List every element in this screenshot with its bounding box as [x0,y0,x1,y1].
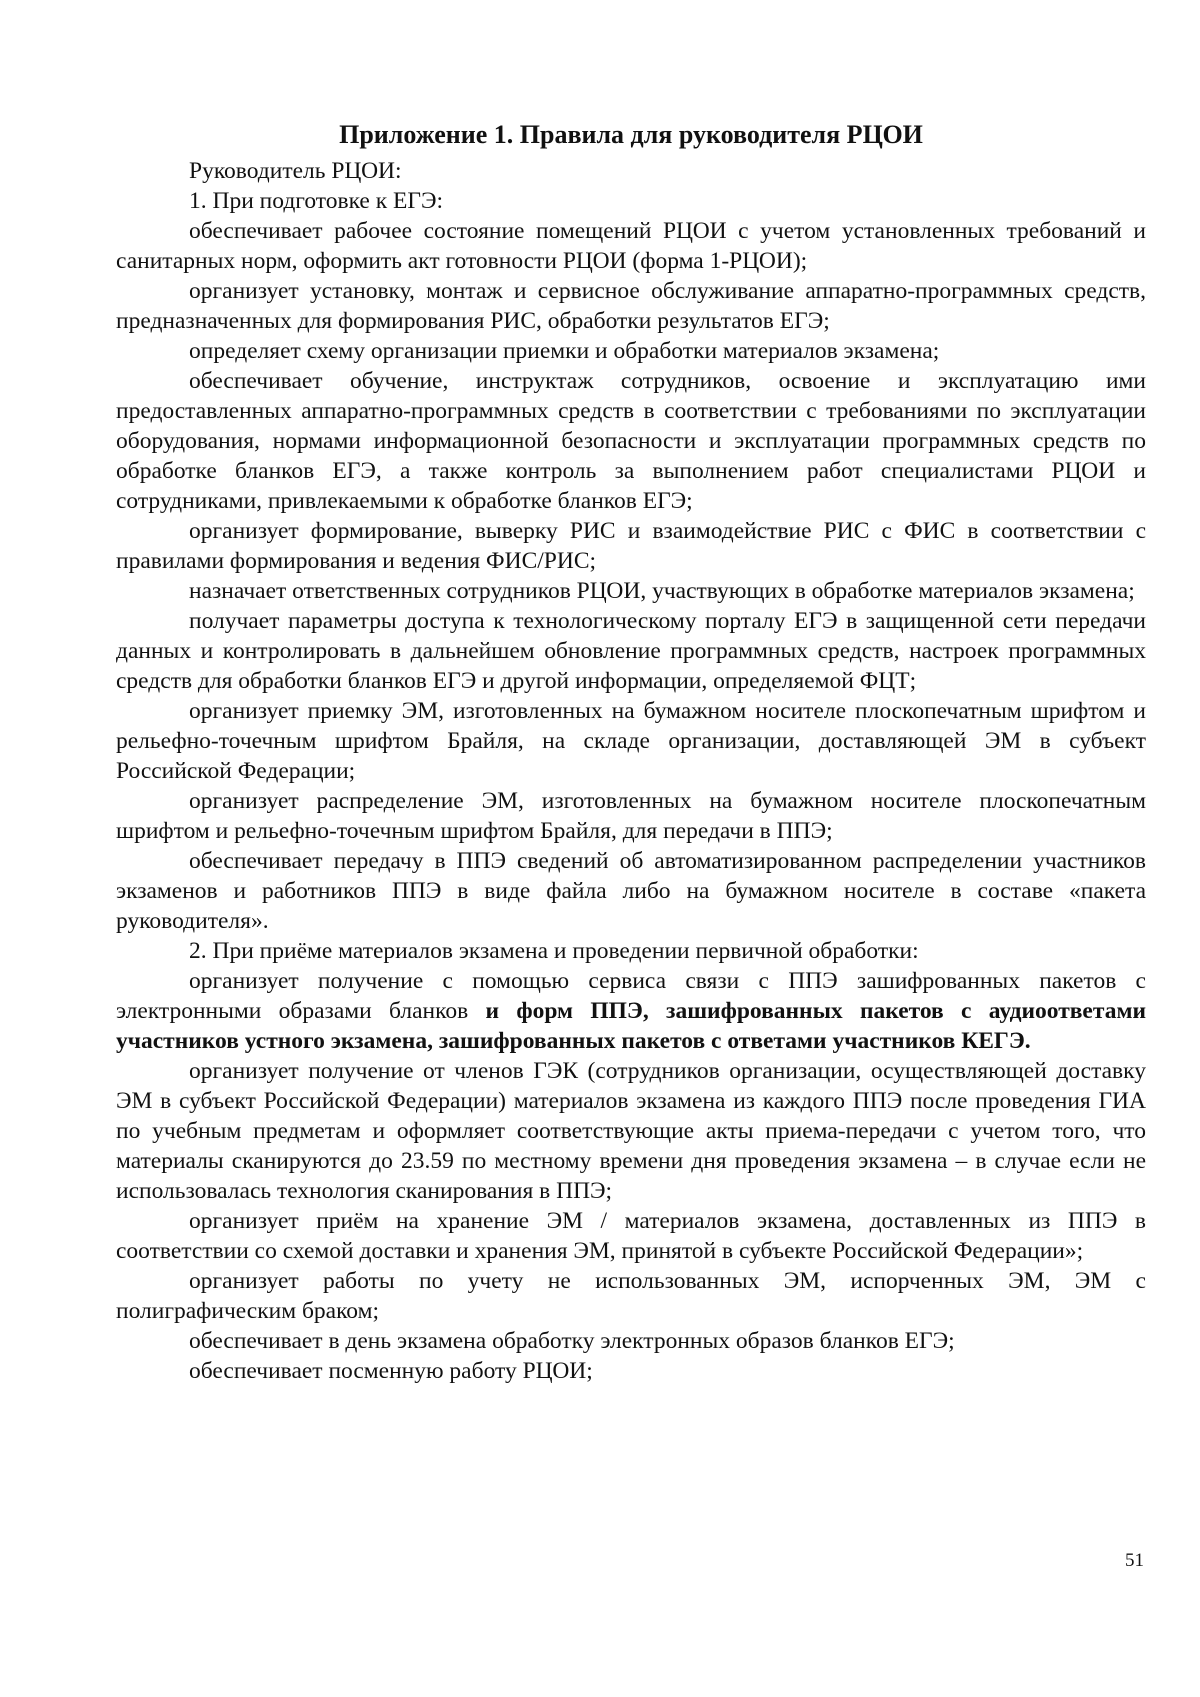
paragraph-mixed [116,966,1146,1056]
paragraph: организует работы по учету не использованных ЭМ, испорченных ЭМ, ЭМ с полиграфическим браком; [116,1268,1146,1324]
document-body [116,118,1146,1386]
paragraph: обеспечивает передачу в ППЭ сведений об автоматизированном распределении участников экзаменов и работников ППЭ в виде файла либо на бумажном носителе в составе «пакета руководителя». [116,848,1146,934]
paragraph: организует получение от членов ГЭК (сотрудников организации, осуществляющей доставку ЭМ в субъект Российской Федерации) материалов экзамена из каждого ППЭ после проведения ГИА по учебным предметам и оформляет соответствующие акты приема-передачи с учетом того, что материалы сканируются до 23.59 по местному времени дня проведения экзамена – в случае если не использовалась технология сканирования в ППЭ; [116,1058,1146,1204]
page-title: Приложение 1. Правила для руководителя РЦОИ [339,120,923,149]
paragraph: обеспечивает обучение, инструктаж сотрудников, освоение и эксплуатацию ими предоставленных аппаратно-программных средств в соответствии с требованиями по эксплуатации оборудования, нормами информационной безопасности и эксплуатации программных средств по обработке бланков ЕГЭ, а также контроль за выполнением работ специалистами РЦОИ и сотрудниками, привлекаемыми к обработке бланков ЕГЭ; [116,368,1146,514]
paragraph-bold-part: и форм ППЭ, зашифрованных пакетов с аудиоответами участников устного экзамена, зашифрованных пакетов с ответами участников КЕГЭ. [116,998,1146,1054]
paragraph: обеспечивает рабочее состояние помещений РЦОИ с учетом установленных требований и санитарных норм, оформить акт готовности РЦОИ (форма 1-РЦОИ); [116,218,1146,274]
paragraph: организует формирование, выверку РИС и взаимодействие РИС с ФИС в соответствии с правилами формирования и ведения ФИС/РИС; [116,518,1146,574]
page-number: 51 [1125,1550,1144,1571]
paragraph: организует установку, монтаж и сервисное обслуживание аппаратно-программных средств, предназначенных для формирования РИС, обработки результатов ЕГЭ; [116,278,1146,334]
paragraph: определяет схему организации приемки и обработки материалов экзамена; [189,338,940,364]
paragraph-head: Руководитель РЦОИ: [189,158,402,184]
paragraph: обеспечивает посменную работу РЦОИ; [189,1358,593,1384]
paragraph: назначает ответственных сотрудников РЦОИ, участвующих в обработке материалов экзамена; [189,578,1135,604]
paragraph: получает параметры доступа к технологическому порталу ЕГЭ в защищенной сети передачи данных и контролировать в дальнейшем обновление программных средств, настроек программных средств для обработки бланков ЕГЭ и другой информации, определяемой ФЦТ; [116,608,1146,694]
paragraph: обеспечивает в день экзамена обработку электронных образов бланков ЕГЭ; [189,1328,955,1354]
section-heading-2: 2. При приёме материалов экзамена и проведении первичной обработки: [189,938,919,964]
section-heading-1: 1. При подготовке к ЕГЭ: [189,188,443,214]
paragraph: организует приём на хранение ЭМ / материалов экзамена, доставленных из ППЭ в соответствии со схемой доставки и хранения ЭМ, принятой в субъекте Российской Федерации»; [116,1208,1146,1264]
paragraph: организует распределение ЭМ, изготовленных на бумажном носителе плоскопечатным шрифтом и рельефно-точечным шрифтом Брайля, для передачи в ППЭ; [116,788,1146,844]
paragraph-regular-part: организует получение с помощью сервиса связи с ППЭ зашифрованных пакетов с электронными образами бланков [116,968,1146,1024]
paragraph: организует приемку ЭМ, изготовленных на бумажном носителе плоскопечатным шрифтом и рельефно-точечным шрифтом Брайля, на складе организации, доставляющей ЭМ в субъект Российской Федерации; [116,698,1146,784]
